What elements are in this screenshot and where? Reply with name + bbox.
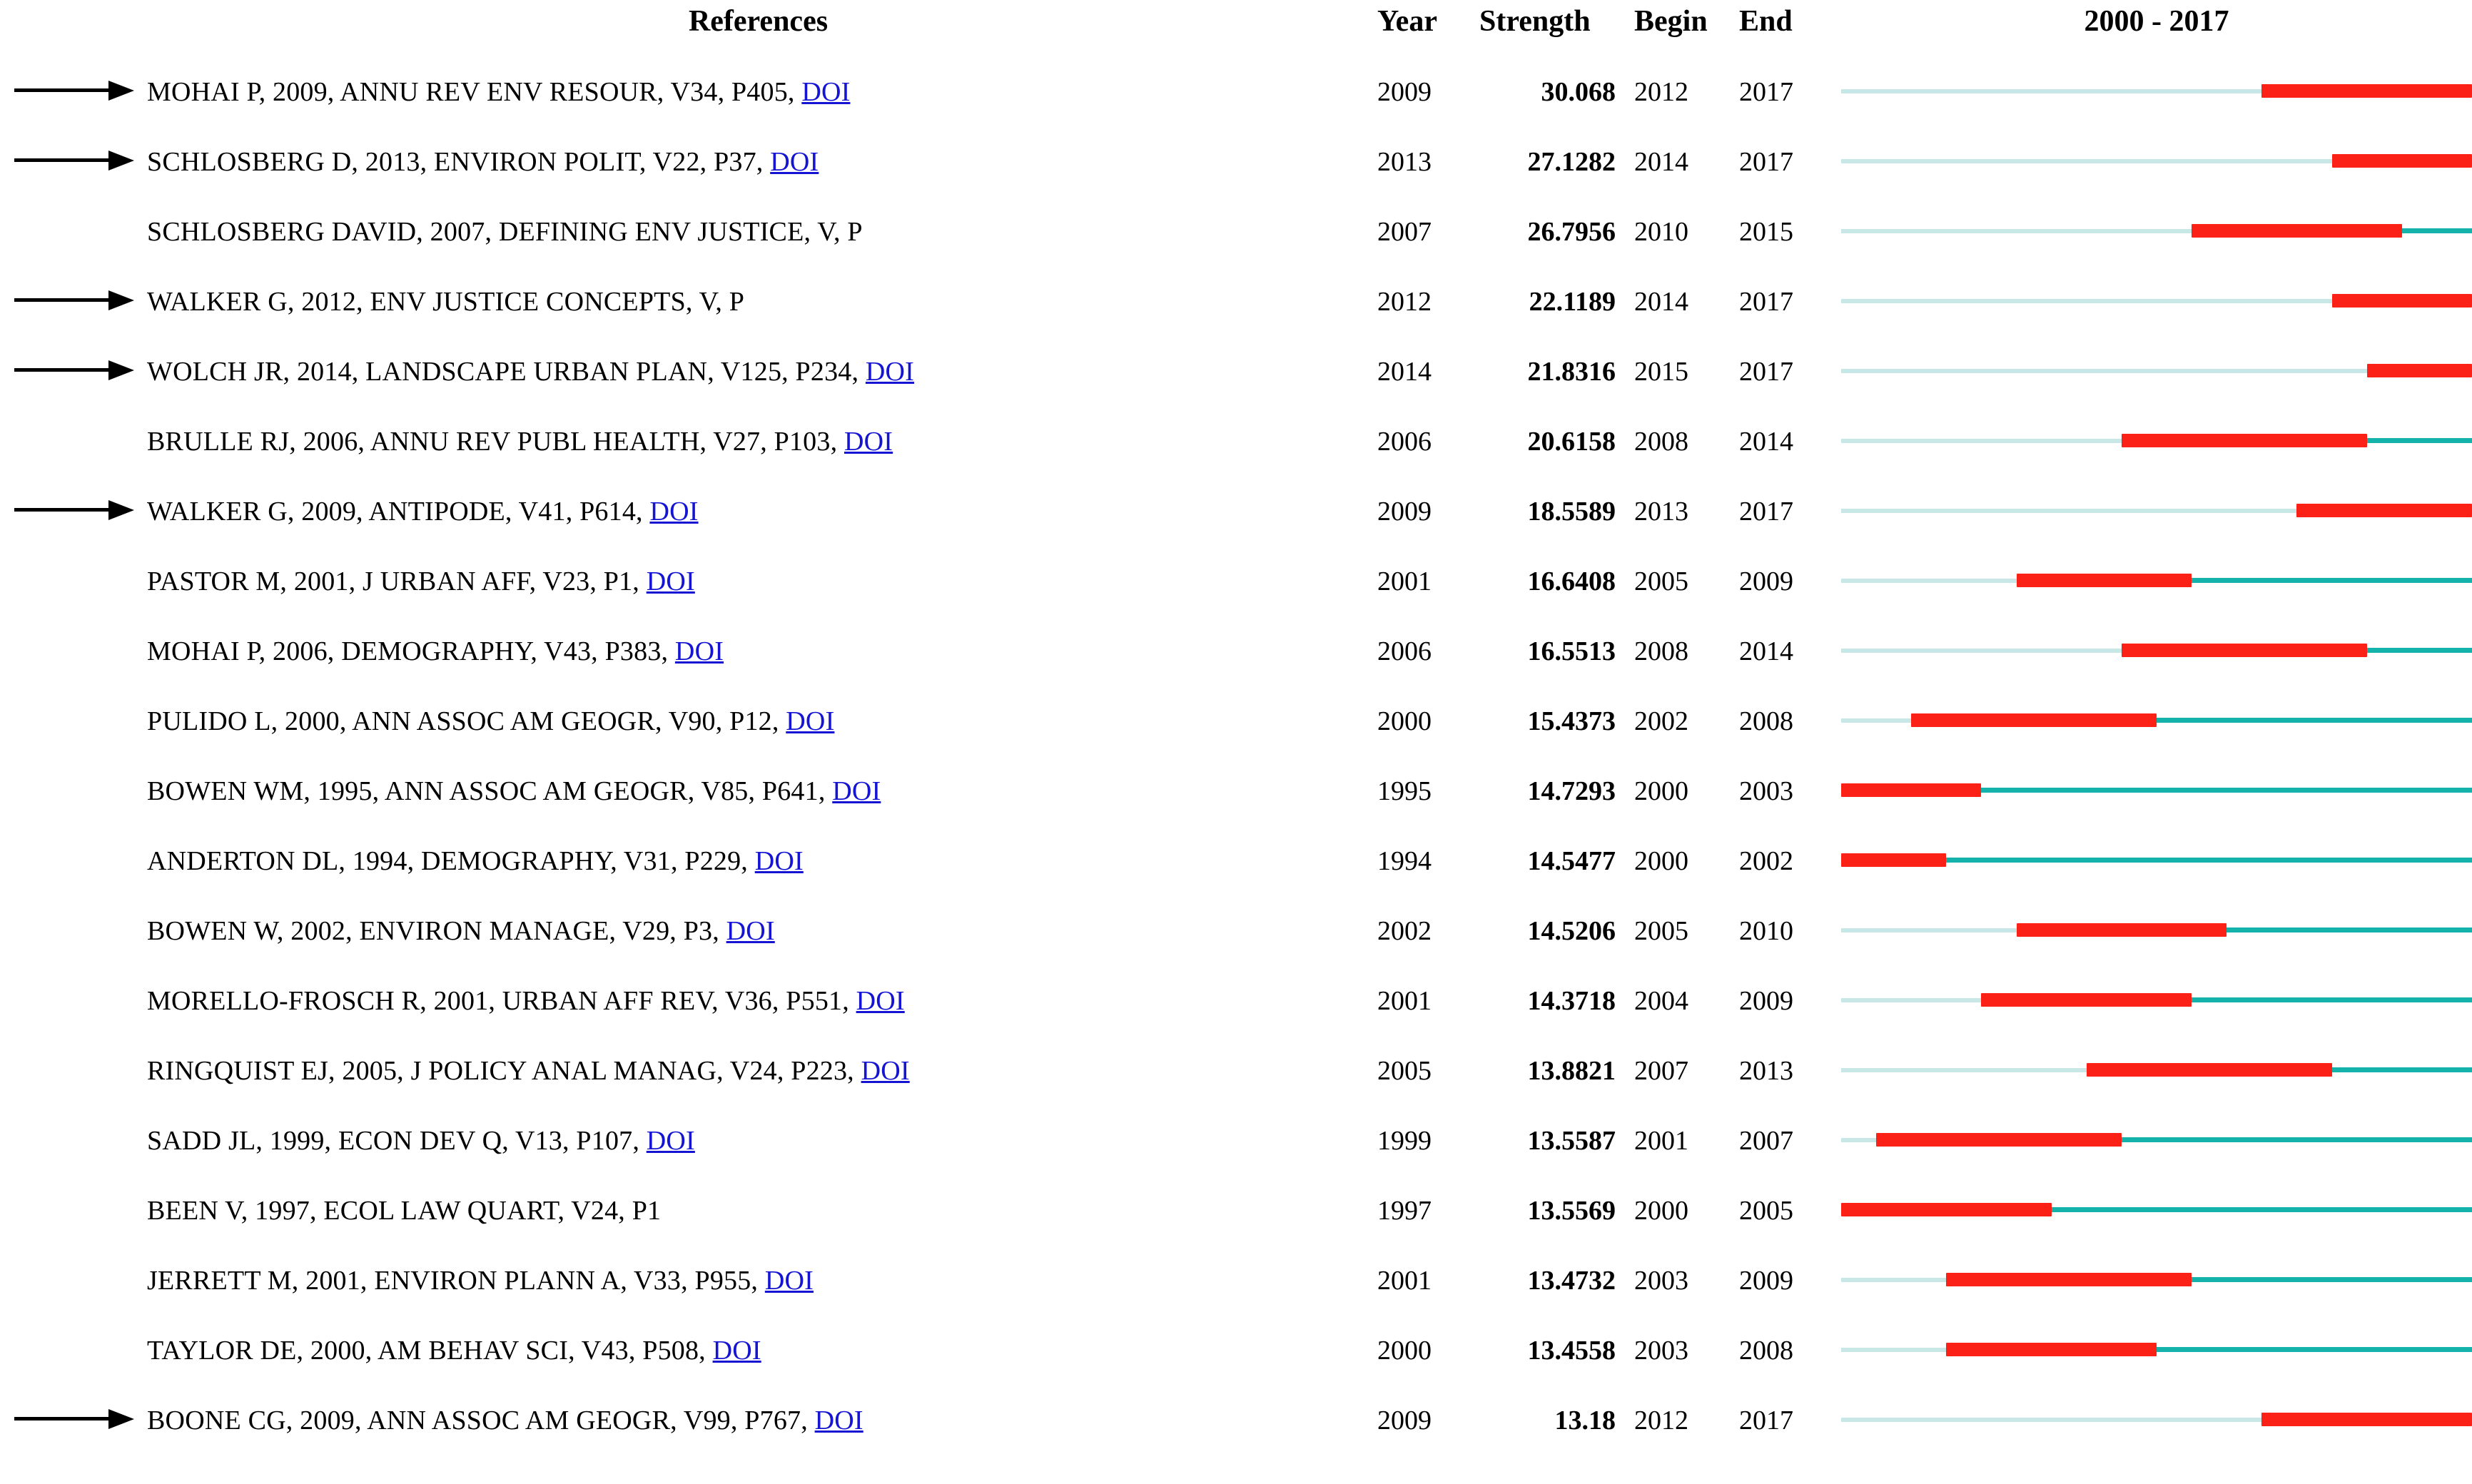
strength-cell: 16.6408: [1527, 566, 1616, 596]
year-column-header: Year: [1377, 5, 1437, 38]
doi-link[interactable]: DOI: [754, 846, 804, 876]
table-row: [0, 547, 2472, 616]
arrow-icon: [14, 499, 136, 520]
timeline-track: [1841, 1386, 2472, 1455]
table-row: [0, 616, 2472, 686]
reference-text: WALKER G, 2009, ANTIPODE, V41, P614,: [147, 497, 650, 527]
timeline-track: [1841, 1246, 2472, 1315]
timeline-track: [1841, 617, 2472, 686]
burst-bar: [2122, 644, 2367, 657]
begin-year-cell: 2007: [1634, 1056, 1688, 1086]
row-marker-cell: [0, 896, 146, 966]
end-year-cell: 2017: [1739, 1406, 1793, 1435]
post-burst-line: [2157, 1347, 2472, 1352]
strength-cell: 26.7956: [1527, 217, 1616, 247]
begin-year-cell: 2015: [1634, 357, 1688, 387]
burst-bar: [2192, 224, 2402, 238]
reference-text: MORELLO-FROSCH R, 2001, URBAN AFF REV, V36, P551,: [147, 986, 856, 1016]
pre-burst-line: [1841, 369, 2367, 373]
reference-cell: [146, 127, 1370, 197]
timeline-track: [1841, 337, 2472, 406]
burst-timeline-cell: [1841, 1036, 2472, 1106]
reference-cell: [146, 267, 1370, 337]
burst-bar: [2017, 923, 2227, 937]
begin-year-cell: 2005: [1634, 916, 1688, 946]
burst-bar: [2261, 1413, 2472, 1426]
post-burst-line: [2052, 1207, 2472, 1212]
year-cell: 1997: [1377, 1196, 1432, 1226]
reference-cell: [146, 966, 1370, 1036]
table-row: [0, 127, 2472, 197]
burst-timeline-cell: [1841, 616, 2472, 686]
pre-burst-line: [1841, 928, 2017, 932]
doi-link[interactable]: DOI: [814, 1406, 863, 1435]
burst-bar: [2017, 574, 2192, 587]
table-body: [0, 57, 2472, 1455]
pre-burst-line: [1841, 1068, 2087, 1072]
pre-burst-line: [1841, 1418, 2261, 1422]
year-cell: 1995: [1377, 776, 1432, 806]
reference-cell: [146, 1246, 1370, 1316]
arrow-icon: [14, 1408, 136, 1429]
post-burst-line: [2367, 438, 2472, 443]
year-cell: 2006: [1377, 636, 1432, 666]
burst-timeline-cell: [1841, 337, 2472, 407]
table-row: [0, 756, 2472, 826]
end-column-header: End: [1739, 5, 1793, 38]
pre-burst-line: [1841, 299, 2332, 303]
burst-bar: [1946, 1343, 2157, 1356]
reference-text: BEEN V, 1997, ECOL LAW QUART, V24, P1: [147, 1196, 662, 1226]
reference-text: PASTOR M, 2001, J URBAN AFF, V23, P1,: [147, 566, 647, 596]
strength-cell: 13.4558: [1527, 1336, 1616, 1366]
reference-text: JERRETT M, 2001, ENVIRON PLANN A, V33, P955,: [147, 1266, 765, 1296]
end-year-cell: 2008: [1739, 1336, 1793, 1366]
end-year-cell: 2017: [1739, 147, 1793, 177]
post-burst-line: [2192, 578, 2472, 583]
end-year-cell: 2003: [1739, 776, 1793, 806]
end-year-cell: 2005: [1739, 1196, 1793, 1226]
post-burst-line: [1946, 858, 2472, 863]
year-cell: 2009: [1377, 497, 1432, 527]
year-cell: 2006: [1377, 427, 1432, 457]
reference-cell: [146, 1316, 1370, 1386]
doi-link[interactable]: DOI: [832, 776, 881, 806]
begin-year-cell: 2008: [1634, 427, 1688, 457]
pre-burst-line: [1841, 1278, 1946, 1282]
table-row: [0, 896, 2472, 966]
burst-bar: [2261, 84, 2472, 98]
burst-bar: [2122, 434, 2367, 447]
table-row: [0, 686, 2472, 756]
end-year-cell: 2009: [1739, 1266, 1793, 1296]
end-year-cell: 2015: [1739, 217, 1793, 247]
end-year-cell: 2009: [1739, 986, 1793, 1016]
reference-cell: [146, 616, 1370, 686]
row-marker-cell: [0, 57, 146, 127]
timeline-track: [1841, 1037, 2472, 1105]
reference-cell: [146, 337, 1370, 407]
reference-cell: [146, 197, 1370, 267]
timeline-track: [1841, 827, 2472, 895]
begin-year-cell: 2000: [1634, 1196, 1688, 1226]
strength-cell: 14.5206: [1527, 916, 1616, 946]
row-marker-cell: [0, 477, 146, 547]
doi-link[interactable]: DOI: [712, 1336, 761, 1366]
reference-text: BOONE CG, 2009, ANN ASSOC AM GEOGR, V99, P767,: [147, 1406, 815, 1435]
doi-link[interactable]: DOI: [674, 636, 724, 666]
end-year-cell: 2017: [1739, 77, 1793, 107]
reference-text: WOLCH JR, 2014, LANDSCAPE URBAN PLAN, V125, P234,: [147, 357, 866, 387]
reference-cell: [146, 826, 1370, 896]
doi-link[interactable]: DOI: [865, 357, 915, 387]
table-row: [0, 1106, 2472, 1176]
timeline-track: [1841, 547, 2472, 616]
post-burst-line: [2122, 1137, 2472, 1142]
year-cell: 2005: [1377, 1056, 1432, 1086]
year-cell: 2014: [1377, 357, 1432, 387]
year-cell: 2001: [1377, 566, 1432, 596]
doi-link[interactable]: DOI: [726, 916, 775, 946]
reference-text: SCHLOSBERG D, 2013, ENVIRON POLIT, V22, P37,: [147, 147, 771, 177]
burst-bar: [2332, 294, 2472, 308]
pre-burst-line: [1841, 1348, 1946, 1352]
post-burst-line: [2367, 648, 2472, 653]
reference-text: BRULLE RJ, 2006, ANNU REV PUBL HEALTH, V27, P103,: [147, 427, 844, 457]
table-row: [0, 966, 2472, 1036]
strength-cell: 13.4732: [1527, 1266, 1616, 1296]
table-row: [0, 407, 2472, 477]
strength-cell: 14.7293: [1527, 776, 1616, 806]
burst-timeline-cell: [1841, 267, 2472, 337]
burst-timeline-cell: [1841, 1176, 2472, 1246]
pre-burst-line: [1841, 509, 2296, 513]
end-year-cell: 2008: [1739, 706, 1793, 736]
post-burst-line: [2157, 718, 2472, 723]
timeline-track: [1841, 687, 2472, 756]
pre-burst-line: [1841, 439, 2122, 443]
burst-timeline-cell: [1841, 547, 2472, 616]
reference-cell: [146, 1386, 1370, 1455]
begin-year-cell: 2000: [1634, 846, 1688, 876]
reference-cell: [146, 407, 1370, 477]
table-header: [0, 0, 2472, 57]
strength-cell: 13.5569: [1527, 1196, 1616, 1226]
timeline-track: [1841, 268, 2472, 336]
pre-burst-line: [1841, 1138, 1876, 1142]
timeline-track: [1841, 58, 2472, 126]
pre-burst-line: [1841, 89, 2261, 93]
reference-cell: [146, 477, 1370, 547]
end-year-cell: 2017: [1739, 287, 1793, 317]
pre-burst-line: [1841, 718, 1911, 723]
burst-timeline-cell: [1841, 1386, 2472, 1455]
table-row: [0, 1036, 2472, 1106]
reference-cell: [146, 1106, 1370, 1176]
burst-bar: [1876, 1133, 2122, 1147]
burst-bar: [2332, 154, 2472, 168]
end-year-cell: 2014: [1739, 427, 1793, 457]
table-row: [0, 1386, 2472, 1455]
row-marker-cell: [0, 1106, 146, 1176]
burst-timeline-cell: [1841, 1246, 2472, 1316]
burst-bar: [2367, 364, 2472, 377]
post-burst-line: [2192, 1277, 2472, 1282]
year-cell: 2012: [1377, 287, 1432, 317]
reference-text: PULIDO L, 2000, ANN ASSOC AM GEOGR, V90, P12,: [147, 706, 786, 736]
timeline-track: [1841, 477, 2472, 546]
year-cell: 2001: [1377, 1266, 1432, 1296]
pre-burst-line: [1841, 159, 2332, 163]
arrow-icon: [14, 289, 136, 310]
burst-timeline-cell: [1841, 826, 2472, 896]
begin-year-cell: 2005: [1634, 566, 1688, 596]
year-cell: 2007: [1377, 217, 1432, 247]
begin-column-header: Begin: [1634, 5, 1708, 38]
row-marker-cell: [0, 1316, 146, 1386]
strength-cell: 18.5589: [1527, 497, 1616, 527]
doi-link[interactable]: DOI: [646, 1126, 695, 1156]
burst-bar: [1981, 993, 2192, 1007]
burst-timeline-cell: [1841, 477, 2472, 547]
arrow-icon: [14, 149, 136, 171]
doi-link[interactable]: DOI: [764, 1266, 814, 1296]
timeline-track: [1841, 1176, 2472, 1245]
burst-bar: [2296, 504, 2472, 517]
begin-year-cell: 2002: [1634, 706, 1688, 736]
reference-cell: [146, 896, 1370, 966]
doi-link[interactable]: DOI: [770, 147, 819, 177]
strength-cell: 15.4373: [1527, 706, 1616, 736]
strength-cell: 20.6158: [1527, 427, 1616, 457]
year-cell: 2009: [1377, 1406, 1432, 1435]
pre-burst-line: [1841, 649, 2122, 653]
timeline-track: [1841, 198, 2472, 266]
doi-link[interactable]: DOI: [861, 1056, 910, 1086]
burst-timeline-cell: [1841, 197, 2472, 267]
year-cell: 2009: [1377, 77, 1432, 107]
row-marker-cell: [0, 616, 146, 686]
begin-year-cell: 2012: [1634, 1406, 1688, 1435]
burst-timeline-cell: [1841, 1316, 2472, 1386]
row-marker-cell: [0, 127, 146, 197]
burst-timeline-cell: [1841, 1106, 2472, 1176]
reference-text: BOWEN W, 2002, ENVIRON MANAGE, V29, P3,: [147, 916, 726, 946]
row-marker-cell: [0, 547, 146, 616]
end-year-cell: 2010: [1739, 916, 1793, 946]
table-row: [0, 1246, 2472, 1316]
table-row: [0, 1176, 2472, 1246]
strength-cell: 13.8821: [1527, 1056, 1616, 1086]
timeline-track: [1841, 407, 2472, 476]
doi-link[interactable]: DOI: [786, 706, 835, 736]
begin-year-cell: 2008: [1634, 636, 1688, 666]
row-marker-cell: [0, 1246, 146, 1316]
pre-burst-line: [1841, 998, 1981, 1002]
end-year-cell: 2013: [1739, 1056, 1793, 1086]
strength-column-header: Strength: [1479, 5, 1591, 38]
reference-text: WALKER G, 2012, ENV JUSTICE CONCEPTS, V, P: [147, 287, 745, 317]
begin-year-cell: 2000: [1634, 776, 1688, 806]
doi-link[interactable]: DOI: [649, 497, 699, 527]
strength-cell: 27.1282: [1527, 147, 1616, 177]
burst-bar: [1946, 1273, 2192, 1286]
begin-year-cell: 2004: [1634, 986, 1688, 1016]
doi-link[interactable]: DOI: [801, 77, 851, 107]
reference-text: RINGQUIST EJ, 2005, J POLICY ANAL MANAG, V24, P223,: [147, 1056, 861, 1086]
year-cell: 1999: [1377, 1126, 1432, 1156]
begin-year-cell: 2003: [1634, 1336, 1688, 1366]
arrow-icon: [14, 79, 136, 101]
timeline-track: [1841, 897, 2472, 965]
strength-cell: 16.5513: [1527, 636, 1616, 666]
doi-link[interactable]: DOI: [844, 427, 893, 457]
table-row: [0, 337, 2472, 407]
burst-timeline-cell: [1841, 966, 2472, 1036]
timeline-track: [1841, 1107, 2472, 1175]
reference-cell: [146, 1176, 1370, 1246]
table-row: [0, 197, 2472, 267]
burst-bar: [2087, 1063, 2332, 1077]
post-burst-line: [2192, 997, 2472, 1002]
doi-link[interactable]: DOI: [646, 566, 695, 596]
row-marker-cell: [0, 826, 146, 896]
arrow-column-header: [0, 0, 146, 57]
begin-year-cell: 2003: [1634, 1266, 1688, 1296]
strength-cell: 14.3718: [1527, 986, 1616, 1016]
burst-timeline-cell: [1841, 127, 2472, 197]
row-marker-cell: [0, 1176, 146, 1246]
table-row: [0, 57, 2472, 127]
burst-bar: [1911, 713, 2157, 727]
end-year-cell: 2002: [1739, 846, 1793, 876]
year-cell: 2013: [1377, 147, 1432, 177]
strength-cell: 13.18: [1554, 1406, 1616, 1435]
year-cell: 2000: [1377, 1336, 1432, 1366]
row-marker-cell: [0, 686, 146, 756]
end-year-cell: 2007: [1739, 1126, 1793, 1156]
doi-link[interactable]: DOI: [856, 986, 905, 1016]
burst-timeline-cell: [1841, 407, 2472, 477]
row-marker-cell: [0, 1036, 146, 1106]
pre-burst-line: [1841, 579, 2017, 583]
begin-year-cell: 2014: [1634, 287, 1688, 317]
year-cell: 2002: [1377, 916, 1432, 946]
burst-bar: [1841, 783, 1981, 797]
post-burst-line: [2402, 228, 2472, 233]
reference-text: MOHAI P, 2009, ANNU REV ENV RESOUR, V34, P405,: [147, 77, 802, 107]
end-year-cell: 2017: [1739, 357, 1793, 387]
reference-text: SADD JL, 1999, ECON DEV Q, V13, P107,: [147, 1126, 647, 1156]
burst-timeline-cell: [1841, 686, 2472, 756]
table-row: [0, 267, 2472, 337]
begin-year-cell: 2012: [1634, 77, 1688, 107]
reference-text: ANDERTON DL, 1994, DEMOGRAPHY, V31, P229,: [147, 846, 755, 876]
strength-cell: 13.5587: [1527, 1126, 1616, 1156]
year-cell: 2000: [1377, 706, 1432, 736]
arrow-icon: [14, 359, 136, 380]
strength-cell: 14.5477: [1527, 846, 1616, 876]
begin-year-cell: 2001: [1634, 1126, 1688, 1156]
post-burst-line: [2332, 1067, 2472, 1072]
year-cell: 1994: [1377, 846, 1432, 876]
reference-cell: [146, 756, 1370, 826]
reference-cell: [146, 57, 1370, 127]
reference-text: MOHAI P, 2006, DEMOGRAPHY, V43, P383,: [147, 636, 675, 666]
begin-year-cell: 2014: [1634, 147, 1688, 177]
begin-year-cell: 2010: [1634, 217, 1688, 247]
end-year-cell: 2014: [1739, 636, 1793, 666]
row-marker-cell: [0, 966, 146, 1036]
year-cell: 2001: [1377, 986, 1432, 1016]
row-marker-cell: [0, 756, 146, 826]
burst-timeline-cell: [1841, 756, 2472, 826]
row-marker-cell: [0, 1386, 146, 1455]
timeline-track: [1841, 967, 2472, 1035]
reference-cell: [146, 686, 1370, 756]
reference-cell: [146, 547, 1370, 616]
burst-bar: [1841, 853, 1946, 867]
table-row: [0, 477, 2472, 547]
timeline-track: [1841, 757, 2472, 825]
burst-bar: [1841, 1203, 2052, 1216]
timeline-track: [1841, 128, 2472, 196]
strength-cell: 22.1189: [1529, 287, 1616, 317]
post-burst-line: [1981, 788, 2472, 793]
post-burst-line: [2227, 928, 2472, 932]
row-marker-cell: [0, 407, 146, 477]
strength-cell: 21.8316: [1527, 357, 1616, 387]
table-row: [0, 826, 2472, 896]
burst-timeline-cell: [1841, 896, 2472, 966]
timeline-track: [1841, 1316, 2472, 1385]
burst-timeline-cell: [1841, 57, 2472, 127]
begin-year-cell: 2013: [1634, 497, 1688, 527]
strength-cell: 30.068: [1541, 77, 1616, 107]
pre-burst-line: [1841, 229, 2192, 233]
end-year-cell: 2017: [1739, 497, 1793, 527]
reference-text: TAYLOR DE, 2000, AM BEHAV SCI, V43, P508,: [147, 1336, 713, 1366]
reference-cell: [146, 1036, 1370, 1106]
reference-text: SCHLOSBERG DAVID, 2007, DEFINING ENV JUSTICE, V, P: [147, 217, 863, 247]
row-marker-cell: [0, 337, 146, 407]
timespan-column-header: 2000 - 2017: [2084, 5, 2229, 38]
references-column-header: References: [688, 5, 829, 38]
end-year-cell: 2009: [1739, 566, 1793, 596]
row-marker-cell: [0, 267, 146, 337]
row-marker-cell: [0, 197, 146, 267]
reference-text: BOWEN WM, 1995, ANN ASSOC AM GEOGR, V85, P641,: [147, 776, 833, 806]
table-row: [0, 1316, 2472, 1386]
